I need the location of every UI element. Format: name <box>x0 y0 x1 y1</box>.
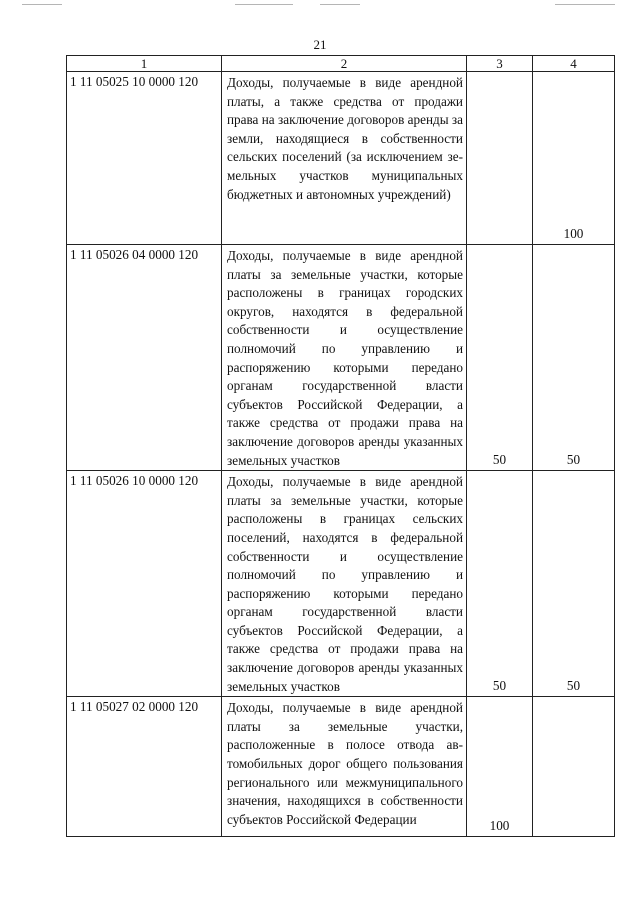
budget-code-cell: 1 11 05027 02 0000 120 <box>67 697 222 837</box>
scan-artifact-line <box>320 4 360 5</box>
budget-code-cell: 1 11 05025 10 0000 120 <box>67 72 222 245</box>
value-cell-col4: 50 <box>533 471 615 697</box>
budget-code-cell: 1 11 05026 10 0000 120 <box>67 471 222 697</box>
column-header: 4 <box>533 56 615 72</box>
description-cell: Доходы, получаемые в виде арендной платы за земельные участки, которые расположены в границах сельских поселений, находятся в федеральной собственности и осуществление полномочий по управлению и распоряжению которыми передано органам государственной власти субъектов Российской Федерации, а также средства от продажи права на заключение договоров аренды указанных земельных участков <box>222 471 467 697</box>
page-number: 21 <box>313 37 327 52</box>
revenue-table <box>66 55 615 837</box>
scan-artifact-line <box>235 4 293 5</box>
column-header: 1 <box>67 56 222 72</box>
value-cell-col3: 100 <box>467 697 533 837</box>
scan-artifact-line <box>22 4 62 5</box>
scan-artifact-line <box>555 4 615 5</box>
value-cell-col4: 50 <box>533 245 615 471</box>
description-cell: Доходы, получаемые в виде арендной платы, а также средства от продажи права на заключение договоров аренды за земли, находящиеся в собственности сельских поселений (за исключением земельных участков муниципальных бюджетных и автономных учреждений) <box>222 72 467 245</box>
table-header-row <box>67 56 615 72</box>
table-row <box>67 471 615 697</box>
value-cell-col3: 50 <box>467 245 533 471</box>
table-row <box>67 72 615 245</box>
value-cell-col4: 100 <box>533 72 615 245</box>
column-header: 3 <box>467 56 533 72</box>
value-cell-col4 <box>533 697 615 837</box>
description-cell: Доходы, получаемые в виде арендной платы за земельные участки, которые расположены в границах городских округов, находятся в федеральной собственности и осуществление полномочий по управлению и распоряжению которыми передано органам государственной власти субъектов Российской Федерации, а также средства от продажи права на заключение договоров аренды указанных земельных участков <box>222 245 467 471</box>
table-row <box>67 697 615 837</box>
column-header: 2 <box>222 56 467 72</box>
value-cell-col3 <box>467 72 533 245</box>
value-cell-col3: 50 <box>467 471 533 697</box>
description-cell: Доходы, получаемые в виде арендной платы за земельные участки, расположенные в полосе отвода автомобильных дорог общего пользования регионального или межмуниципального значения, находящихся в собственности субъектов Российской Федерации <box>222 697 467 837</box>
budget-code-cell: 1 11 05026 04 0000 120 <box>67 245 222 471</box>
table-row <box>67 245 615 471</box>
